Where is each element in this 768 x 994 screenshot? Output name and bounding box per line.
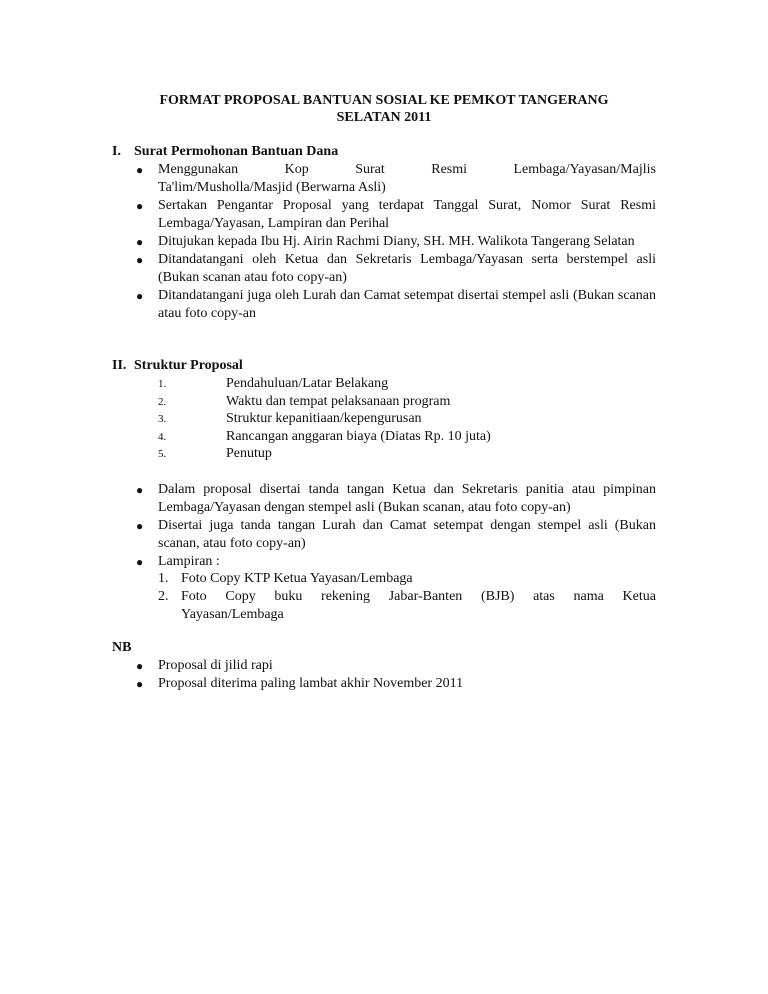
list-item — [134, 517, 656, 553]
item-number: 4. — [158, 430, 167, 443]
word: (BJB) — [480, 589, 515, 604]
section-2-number: II. — [112, 358, 127, 373]
justified-line — [158, 161, 656, 179]
bullet-icon: ● — [136, 253, 144, 267]
item-text: Waktu dan tempat pelaksanaan program — [226, 393, 451, 409]
bullet-icon: ● — [136, 289, 144, 303]
item-number: 2. — [158, 395, 167, 408]
list-item-text: Proposal di jilid rapi — [158, 658, 273, 673]
word: Surat — [355, 162, 385, 177]
list-item — [134, 657, 656, 675]
section-1-number: I. — [112, 144, 121, 159]
list-item-text: Ditandatangani oleh Ketua dan Sekretaris Lembaga/Yayasan serta berstempel asli (Bukan scanan atau foto copy-an) — [158, 252, 656, 285]
section-2-heading — [112, 357, 243, 375]
justified-line — [181, 588, 656, 606]
list-item-text: Ditandatangani juga oleh Lurah dan Camat setempat disertai stempel asli (Bukan scanan atau foto copy-an — [158, 288, 656, 321]
numbered-item — [158, 393, 491, 411]
list-item-text: Disertai juga tanda tangan Lurah dan Camat setempat dengan stempel asli (Bukan scanan, atau foto copy-an) — [158, 518, 656, 551]
list-item — [134, 287, 656, 323]
nb-list — [134, 657, 656, 693]
list-item-text: Dalam proposal disertai tanda tangan Ketua dan Sekretaris panitia atau pimpinan Lembaga/Yayasan dengan stempel asli (Bukan scanan, atau foto copy-an) — [158, 482, 656, 515]
list-item-text: Proposal diterima paling lambat akhir November 2011 — [158, 676, 464, 691]
word: Kop — [284, 162, 309, 177]
lampiran-item — [158, 588, 656, 624]
word: nama — [573, 589, 604, 604]
section-2-title: Struktur Proposal — [134, 358, 243, 373]
word: buku — [274, 589, 303, 604]
bullet-icon: ● — [136, 163, 144, 177]
bullet-icon: ● — [136, 519, 144, 533]
word: Lembaga/Yayasan/Majlis — [513, 162, 656, 177]
list-item — [134, 481, 656, 517]
section-1-list — [134, 161, 656, 323]
numbered-item — [158, 410, 491, 428]
list-item — [134, 197, 656, 233]
item-text: Struktur kepanitiaan/kepengurusan — [226, 411, 422, 426]
word: Jabar-Banten — [388, 589, 463, 604]
lampiran-list — [158, 570, 656, 624]
item-number: 1. — [158, 378, 167, 390]
list-item — [134, 675, 656, 693]
list-item-text: Lampiran : — [158, 554, 220, 569]
section-2-bullets — [134, 481, 656, 571]
bullet-icon: ● — [136, 555, 144, 569]
list-item-text: Sertakan Pengantar Proposal yang terdapat Tanggal Surat, Nomor Surat Resmi Lembaga/Yayasan, Lampiran dan Perihal — [158, 198, 656, 231]
word: Menggunakan — [158, 162, 239, 177]
item-text: Pendahuluan/Latar Belakang — [226, 376, 389, 391]
word: atas — [533, 589, 555, 604]
list-item — [134, 161, 656, 197]
list-item-text: Ditujukan kepada Ibu Hj. Airin Rachmi Diany, SH. MH. Walikota Tangerang Selatan — [158, 234, 635, 249]
numbered-item — [158, 375, 491, 393]
word: Ketua — [622, 589, 656, 604]
word: Foto — [181, 589, 207, 604]
bullet-icon: ● — [136, 677, 144, 691]
numbered-item — [158, 445, 491, 463]
list-item-continuation: Yayasan/Lembaga — [181, 607, 284, 622]
bullet-icon: ● — [136, 199, 144, 213]
bullet-icon: ● — [136, 235, 144, 249]
document-title — [112, 92, 656, 126]
word: Copy — [225, 589, 256, 604]
lampiran-item — [158, 570, 656, 588]
bullet-icon: ● — [136, 483, 144, 497]
item-text: Foto Copy KTP Ketua Yayasan/Lembaga — [181, 571, 413, 586]
section-1-title: Surat Permohonan Bantuan Dana — [134, 144, 339, 159]
list-item — [134, 553, 656, 571]
item-number: 2. — [158, 589, 169, 604]
item-text: Rancangan anggaran biaya (Diatas Rp. 10 juta) — [226, 428, 491, 444]
item-number: 3. — [158, 413, 167, 425]
nb-heading: NB — [112, 640, 132, 655]
title-line-2: SELATAN 2011 — [336, 110, 432, 125]
item-number: 1. — [158, 571, 169, 586]
struktur-numbered-list — [158, 375, 491, 463]
item-text: Penutup — [226, 446, 272, 461]
section-1-heading — [112, 143, 338, 161]
word: rekening — [321, 589, 371, 604]
numbered-item — [158, 428, 491, 446]
item-number: 5. — [158, 448, 167, 460]
bullet-icon: ● — [136, 659, 144, 673]
list-item-continuation: Ta'lim/Musholla/Masjid (Berwarna Asli) — [158, 180, 386, 195]
list-item — [134, 233, 656, 251]
title-line-1: FORMAT PROPOSAL BANTUAN SOSIAL KE PEMKOT TANGERANG — [159, 93, 609, 108]
list-item — [134, 251, 656, 287]
word: Resmi — [431, 162, 468, 177]
